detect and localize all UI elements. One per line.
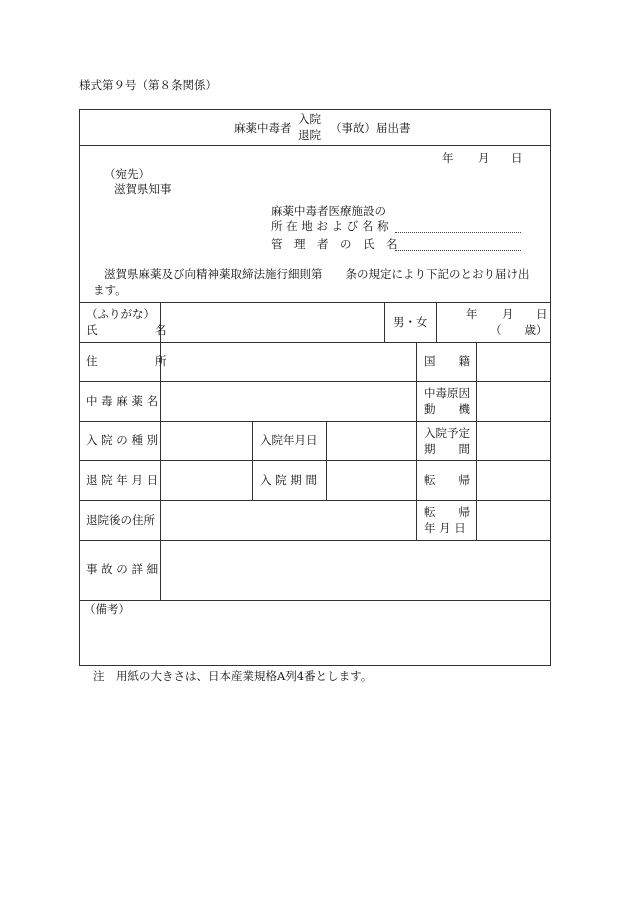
facility-manager-label: 管 理 者 の 氏 名 [271,237,398,251]
column-divider [436,302,437,342]
title-admission: 入院 [298,112,321,126]
divider [79,460,551,461]
outcome-date-line1: 転 帰 [424,505,470,519]
admission-type-label: 入 院 の 種 別 [86,433,159,447]
facility-location-label: 所 在 地 お よ び 名 称 [271,219,389,233]
manager-fill-line [395,250,521,251]
addressee-name: 滋賀県知事 [114,182,172,196]
divider [79,302,551,303]
date-month: 月 [478,151,490,165]
birth-month-label: 月 [502,307,514,321]
sex-label: 男・女 [393,315,428,329]
planned-period-line2: 期 間 [424,442,470,456]
remarks-label: （備考） [84,602,130,616]
column-divider [476,342,477,540]
drug-name-label: 中 毒 麻 薬 名 [86,394,159,408]
column-divider [416,342,417,540]
cause-label-line2: 動 機 [424,402,470,416]
column-divider [326,421,327,500]
divider [79,342,551,343]
body-text-line1: 滋賀県麻薬及び向精神薬取締法施行細則第 条の規定により下記のとおり届け出 [104,267,530,281]
body-text-line2: ます。 [93,283,127,297]
divider [79,540,551,541]
furigana-label: （ふりがな） [86,307,155,321]
address-label: 住 所 [86,354,167,368]
stay-period-label: 入 院 期 間 [260,473,317,487]
admission-date-label: 入院年月日 [260,433,318,447]
column-divider [160,302,161,600]
nationality-label: 国 籍 [424,354,470,368]
name-label: 氏 名 [86,323,167,337]
divider [79,500,551,501]
post-address-label: 退院後の住所 [86,513,155,527]
birth-year-label: 年 [466,307,478,321]
outcome-label: 転 帰 [424,473,470,487]
accident-details-label: 事 故 の 詳 細 [86,562,159,576]
divider [79,381,551,382]
footnote: 注 用紙の大きさは、日本産業規格A列4番とします。 [93,669,373,683]
form-number: 様式第９号（第８条関係） [79,78,217,92]
date-year: 年 [442,151,454,165]
planned-period-line1: 入院予定 [424,426,470,440]
age-label: （ 歳） [490,323,548,337]
divider [79,600,551,601]
facility-heading: 麻薬中毒者医療施設の [271,204,386,218]
column-divider [384,302,385,342]
divider [79,421,551,422]
cause-label-line1: 中毒原因 [424,386,470,400]
title-suffix: （事故）届出書 [330,121,411,135]
outcome-date-line2: 年 月 日 [424,521,466,535]
column-divider [252,421,253,500]
discharge-date-label: 退 院 年 月 日 [86,473,159,487]
divider [79,145,551,146]
addressee-label: （宛先） [104,167,150,181]
date-day: 日 [511,151,523,165]
title-prefix: 麻薬中毒者 [234,121,292,135]
location-fill-line [395,232,521,233]
birth-day-label: 日 [536,307,548,321]
title-discharge: 退院 [298,128,321,142]
